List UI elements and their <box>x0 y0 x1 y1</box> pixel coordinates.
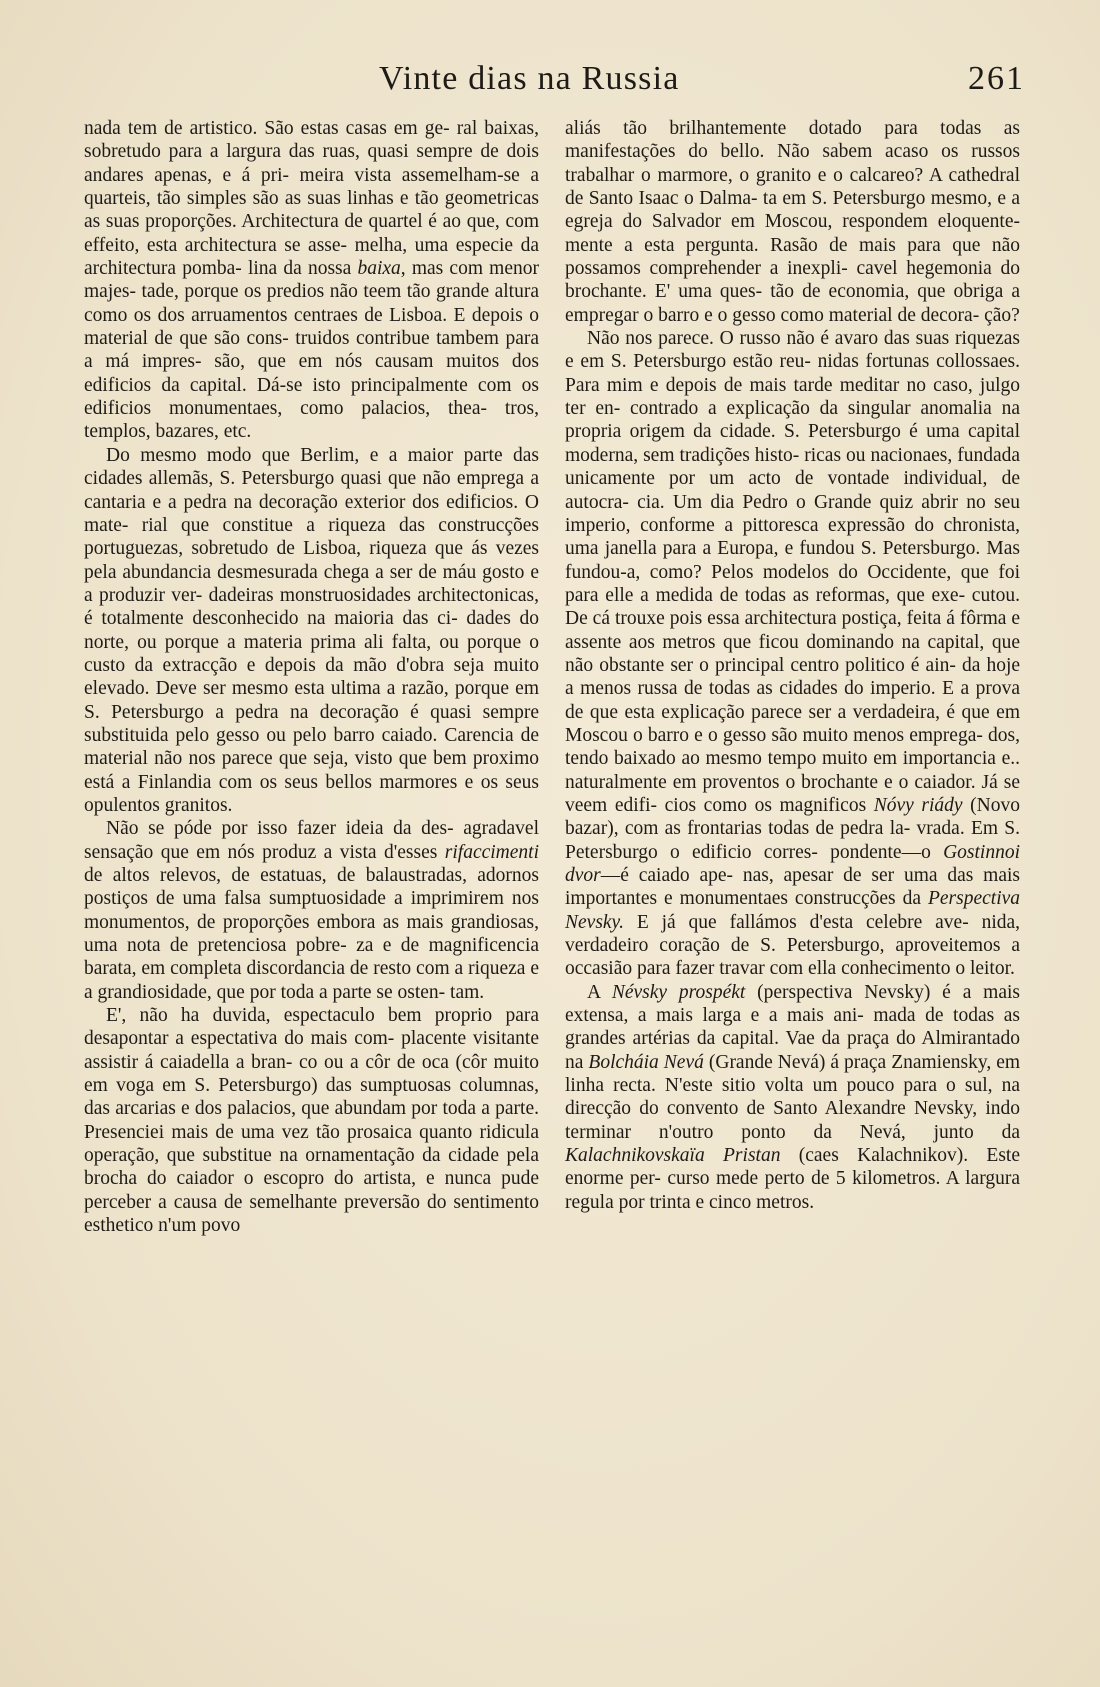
text-run: os russos trabalhar o marmore, o granito e o <box>565 141 1020 186</box>
text-run: na propria origem da cidade. S. Petersburgo <box>565 398 1021 443</box>
text-run: co ou a côr de oca (côr muito em voga em <box>84 1051 539 1097</box>
text-run: tão de economia, que obriga a empregar o <box>565 281 1021 326</box>
paragraph <box>565 327 1020 981</box>
text-run: do chronista, uma janella para a Europa, e <box>565 514 1020 560</box>
text-run: Lisboa. E depois o material de que são cons- <box>84 304 539 350</box>
text-run: barro e o gesso como material de decora- <box>658 304 980 326</box>
text-run: cios como os magnificos <box>664 794 874 816</box>
text-run: estatuas, de balaustradas, adornos postiços de <box>84 865 540 910</box>
text-run: em importancia e.. naturalmente em proventos <box>565 748 1021 793</box>
text-run: totalmente desconhecido na maioria das ci- <box>101 608 458 630</box>
text-run: (Novo <box>962 794 1020 816</box>
text-run: grandiosas, uma nota de pretenciosa pobre- <box>84 911 539 957</box>
text-run: quasi que não emprega a cantaria e a pedra <box>84 468 540 513</box>
text-run: ponto da Nevá, junto da <box>741 1121 1020 1143</box>
paragraph <box>565 117 1020 327</box>
text-run: (perspectiva Nevsky) é <box>745 981 951 1003</box>
text-run: elle a medida de todas as reformas, que exe- <box>605 584 966 606</box>
text-run: das arcarias e dos palacios, que abundam <box>84 1098 407 1120</box>
text-run: a mais extensa, a mais larga e a mais ani- <box>565 981 1021 1027</box>
text-run: quasi sempre substituida pelo gesso ou pelo <box>84 701 539 746</box>
text-run: regula por trinta e cinco metros. <box>565 1191 815 1213</box>
text-run: (caes Kalachnikov). Este enorme per- <box>565 1145 1020 1190</box>
text-run: o brochante e o caiador. Já se veem edifi- <box>565 771 1021 816</box>
text-run: nidas fortunas collossaes. Para mim e depois <box>565 351 1021 396</box>
text-run: Não nos parece. O russo não é avaro das <box>587 328 910 350</box>
running-title: Vinte dias na Russia <box>379 60 680 97</box>
text-run: pondente—o <box>830 841 944 863</box>
text-run: nada tem de artistico. São estas casas em ge- <box>84 118 450 139</box>
italic-term: Perspectiva Nevsky. <box>565 888 1021 933</box>
text-run: as manifestações do bello. Não sabem acaso <box>565 118 1020 163</box>
text-run: aproveitemos a occasião para fazer travar com <box>565 935 1020 980</box>
text-run: simples são as suas linhas e tão geometricas <box>186 188 539 210</box>
text-run: S. Petersburgo) das sumptuosas columnas, <box>194 1075 539 1097</box>
italic-term: Névsky prospékt <box>611 981 746 1003</box>
text-run: ral baixas, sobretudo para a largura das ruas, <box>84 118 540 163</box>
text-run: parece ser a verdadeira, é que em Moscou o <box>565 701 1021 746</box>
text-run: substitue na ornamentação da cidade pela <box>202 1145 539 1167</box>
text-run: contrado a explicação da singular anomalia <box>630 398 992 420</box>
text-run: mente a esta pergunta. Rasão de mais para <box>565 234 941 256</box>
text-run: tros, templos, bazares, etc. <box>84 398 540 443</box>
text-run: por toda a parte. Presenciei mais de uma vez <box>84 1098 540 1143</box>
text-run: Pelos modelos do Occidente, que foi para <box>565 561 1020 606</box>
text-run: que ás vezes pela abundancia desmesurada <box>84 538 540 583</box>
text-run: para o sul, na direcção do convento de Santo <box>565 1075 1021 1120</box>
text-run: edificios monumentaes, como palacios, thea- <box>84 398 487 420</box>
text-run: depois da mão d'obra seja muito elevado. <box>84 654 540 700</box>
italic-term: baixa <box>357 258 401 280</box>
text-run: ella conhecimento o leitor. <box>808 958 1015 980</box>
text-run: Do mesmo modo que Berlim, e a maior <box>106 444 454 466</box>
text-run: ricas ou nacionaes, fundada unicamente por <box>565 444 1021 490</box>
text-run: agradavel sensação que em nós produz a <box>84 818 539 863</box>
text-run: Não se póde por isso fazer ideia da des- <box>106 818 454 840</box>
text-run: chega a ser de máu gosto e a produzir ver- <box>84 561 539 606</box>
text-run: monumentos, de proporções embora as mais <box>84 911 444 933</box>
paragraph <box>84 117 539 444</box>
text-run: E', não ha duvida, espectaculo bem proprio <box>106 1005 493 1027</box>
paragraph <box>84 1004 539 1237</box>
text-run: melha, uma especie da architectura pomba- <box>84 234 540 280</box>
text-run: é uma capital moderna, sem tradições histo- <box>565 421 1020 466</box>
text-run: altura como os dos arruamentos centraes de <box>84 281 539 326</box>
text-run: Deve ser mesmo esta ultima a razão, porque <box>155 678 510 700</box>
text-run: quasi sempre de dois andares apenas, e á pri- <box>84 141 540 186</box>
text-run: para desapontar a espectativa do mais com- <box>84 1005 539 1050</box>
text-run: suas riquezas e em S. Petersburgo estão reu- <box>565 328 1020 373</box>
paragraph <box>84 817 539 1004</box>
text-run: dadeiras monstruosidades architectonicas, é <box>84 584 540 630</box>
text-run: , mas com menor majes- <box>84 258 539 303</box>
italic-term: rifaccimenti <box>444 841 540 863</box>
text-run: discordancia de resto com a riqueza e a <box>84 958 540 1003</box>
left-column <box>84 117 539 1238</box>
right-column <box>565 117 1020 1214</box>
text-run: seu imperio, conforme a pittoresca expressão <box>565 491 1021 536</box>
text-run: portuguezas, sobretudo de Lisboa, riqueza <box>84 538 427 560</box>
text-run: tade, porque os predios não teem tão grande <box>141 281 490 303</box>
text-run: calcareo? A cathedral de Santo Isaac o Dalma- <box>565 164 1020 210</box>
text-run: que não possamos comprehender a inexpli- <box>565 234 1021 280</box>
text-run: um acto de vontade individual, de autocra- <box>565 468 1021 513</box>
text-run: truidos contribue tambem para a má impres- <box>84 328 540 373</box>
text-run: mada de todas as grandes artérias da capital. <box>565 1005 1021 1050</box>
text-run: e monumentaes construcções da <box>664 888 928 910</box>
text-run: dos, tendo baixado ao mesmo tempo muito <box>565 724 1020 770</box>
text-run: parece que seja, visto que bem proximo está <box>84 748 540 793</box>
text-run: bazar), com as frontarias todas de pedra la- <box>565 818 911 840</box>
text-run: as suas proporções. Architectura de quartel é <box>84 211 437 233</box>
text-run: meira vista assemelham-se a quarteis, tão <box>84 164 539 210</box>
text-run: aliás tão brilhantemente dotado para todas <box>565 118 982 139</box>
text-run: cutou. De cá trouxe pois essa architectura <box>565 584 1020 630</box>
text-run: postiça, feita á fôrma e assente aos metros <box>565 608 1020 653</box>
paragraph <box>565 981 1020 1214</box>
text-run: ta em S. Petersburgo mesmo, e a egreja do <box>565 188 1021 233</box>
page-number: 261 <box>968 60 1025 97</box>
text-run: ção? <box>984 304 1020 326</box>
text-run: fundou S. Petersburgo. Mas fundou-a, como? <box>565 538 1021 583</box>
text-run: em S. Petersburgo a pedra na decoração é <box>84 678 539 723</box>
text-run: na decoração exterior dos edificios. O mate- <box>84 491 539 536</box>
text-run: dades do norte, ou porque a materia prima <box>84 608 540 653</box>
text-run: (Grande Nevá) á praça Znamiensky, <box>703 1051 992 1073</box>
text-run: vrada. Em S. Petersburgo o edificio corres- <box>565 818 1021 863</box>
text-run: vista d'esses <box>339 841 445 863</box>
text-run: tam. <box>450 981 485 1003</box>
text-run: os seus opulentos granitos. <box>84 771 540 816</box>
italic-term: Nóvy riády <box>873 794 963 816</box>
text-run: da capital. Dá-se isto principalmente com os <box>161 374 539 396</box>
text-run: ali falta, ou porque o custo da extracção e <box>84 631 539 676</box>
text-run: rial que constitue a riqueza das construcções <box>141 514 540 536</box>
text-run: barro caiado. Carencia de material não nos <box>84 724 540 770</box>
text-run: Salvador em Moscou, respondem eloquente- <box>651 211 1020 233</box>
text-run: nunca pude perceber a causa de semelhante <box>84 1168 540 1213</box>
text-run: E já que fallámos d'esta celebre ave- <box>624 911 969 933</box>
text-run: lina da nossa <box>247 258 358 280</box>
text-run: za e de magnificencia barata, em completa <box>84 935 540 980</box>
text-run: obstante ser o principal centro politico é ain- <box>599 654 956 676</box>
text-run: ao que, com effeito, esta architectura se asse- <box>84 211 540 256</box>
text-run: uma falsa sumptuosidade a imprimirem nos <box>182 888 540 910</box>
text-run: que ficou dominando na capital, que não <box>565 631 1020 676</box>
text-run: em linha recta. N'este sitio volta um pouco <box>565 1051 1021 1097</box>
text-run: preversão do sentimento esthetico n'um povo <box>84 1191 539 1237</box>
paragraph <box>84 444 539 818</box>
italic-term: Bolcháia Nevá <box>588 1051 704 1073</box>
text-run: nida, verdadeiro coração de S. Petersburgo, <box>565 911 1021 957</box>
text-run: de mais tarde meditar no caso, julgo ter en- <box>565 374 1021 420</box>
text-run: são, que em nós causam muitos dos edificios <box>84 351 540 396</box>
text-run: da hoje a menos russa de todas as cidades <box>565 654 1021 700</box>
text-run: Vae da praça do Almirantado na <box>565 1028 1020 1073</box>
text-run: —é caiado ape- <box>600 865 733 886</box>
text-run: A <box>587 981 612 1003</box>
running-header <box>85 60 1025 106</box>
text-run: nas, apesar de ser uma das mais importantes <box>565 865 1020 910</box>
text-run: curso mede perto de 5 kilometros. A largura <box>667 1168 1020 1190</box>
italic-term: Kalachnikovskaïa Pristan <box>565 1145 781 1167</box>
text-run: cavel hegemonia do brochante. E' uma ques- <box>565 258 1021 303</box>
text-run: placente visitante assistir á caiadella a bran- <box>84 1028 539 1073</box>
text-run: cia. Um dia Pedro o Grande quiz abrir no <box>637 491 986 513</box>
text-run: grandiosidade, que por toda a parte se osten- <box>97 981 446 1003</box>
text-run: barro e o gesso são muito menos emprega- <box>647 724 983 746</box>
italic-term: Gostinnoi dvor <box>565 841 1020 886</box>
text-run: a Finlandia com os seus bellos marmores e <box>121 771 474 793</box>
text-run: Alexandre Nevsky, indo terminar n'outro <box>565 1098 1020 1143</box>
text-run: brocha do caiador o escopro do artista, e <box>84 1168 435 1190</box>
text-run: tão prosaica quanto ridicula operação, que <box>84 1121 540 1167</box>
text-run: parte das cidades allemãs, S. Petersburgo <box>84 444 540 490</box>
text-run: do imperio. E a prova de que esta explicação <box>565 678 1020 723</box>
text-run: de altos relevos, de <box>84 865 250 886</box>
